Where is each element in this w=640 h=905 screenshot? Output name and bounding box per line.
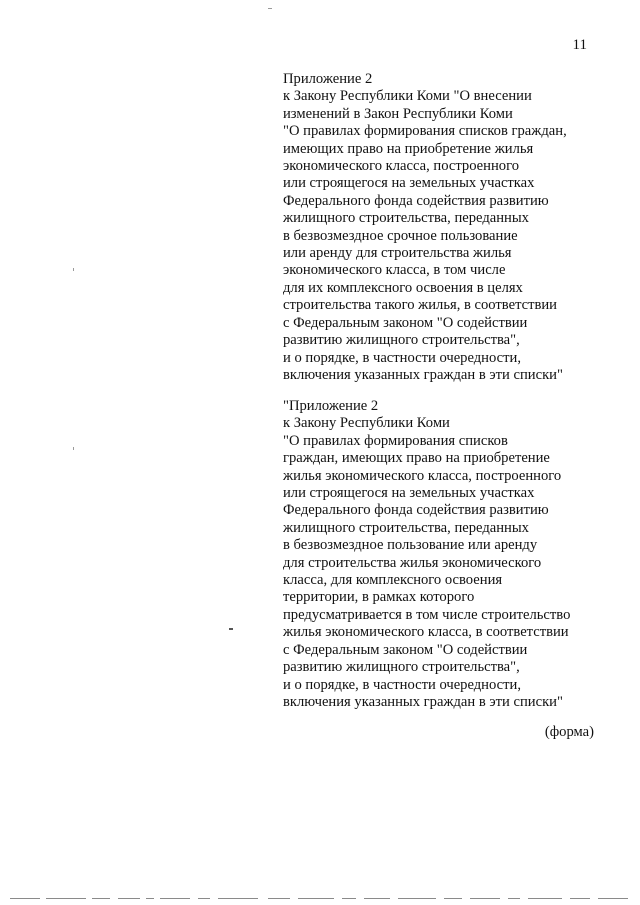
text-line: в безвозмездное срочное пользование — [283, 227, 518, 244]
scan-dash — [528, 898, 562, 899]
text-line: имеющих право на приобретение жилья — [283, 140, 534, 157]
text-line: жилья экономического класса, в соответствии — [283, 624, 569, 641]
text-line: или аренду для строительства жилья — [283, 245, 512, 262]
text-line: включения указанных граждан в эти списки" — [283, 693, 563, 710]
text-line: с Федеральным законом "О содействии — [283, 314, 528, 331]
text-line: включения указанных граждан в эти списки" — [283, 366, 563, 383]
text-line: в безвозмездное пользование или аренду — [283, 537, 538, 554]
text-line: граждан, имеющих право на приобретение — [283, 450, 550, 467]
text-line: класса, для комплексного освоения — [283, 572, 503, 589]
text-line: развитию жилищного строительства", — [283, 659, 520, 676]
scan-speck — [268, 8, 272, 9]
text-line: экономического класса, построенного — [283, 158, 520, 175]
scan-dash — [160, 898, 190, 899]
forma-label: (форма) — [544, 724, 594, 740]
scan-edge-artifact — [0, 898, 640, 901]
scan-speck — [229, 628, 233, 630]
scan-dash — [598, 898, 628, 899]
scan-dash — [444, 898, 462, 899]
scan-dash — [218, 898, 258, 899]
scan-dash — [508, 898, 520, 899]
scan-dash — [570, 898, 590, 899]
text-line: предусматривается в том числе строительство — [283, 606, 571, 623]
scan-dash — [198, 898, 210, 899]
text-line: Федерального фонда содействия развитию — [283, 502, 549, 519]
appendix-header-amendment — [283, 71, 567, 384]
scan-dash — [92, 898, 110, 899]
text-line: жилищного строительства, переданных — [283, 210, 529, 227]
scan-speck — [73, 268, 74, 271]
text-line: изменений в Закон Республики Коми — [283, 105, 513, 122]
scan-dash — [10, 898, 40, 899]
page-number: 11 — [572, 37, 587, 53]
scan-speck — [73, 447, 74, 450]
text-line: Приложение 2 — [283, 71, 373, 87]
text-line: жилья экономического класса, построенного — [283, 467, 562, 484]
text-line: "О правилах формирования списков — [283, 432, 508, 449]
text-line: жилищного строительства, переданных — [283, 519, 529, 536]
text-line: "Приложение 2 — [283, 398, 379, 414]
text-line: строительства такого жилья, в соответствии — [283, 297, 557, 314]
text-line: экономического класса, в том числе — [283, 262, 506, 279]
appendix-header-new-edition — [283, 398, 570, 711]
text-line: территории, в рамках которого — [283, 589, 475, 606]
scan-dash — [146, 898, 154, 899]
scan-dash — [342, 898, 356, 899]
text-line: к Закону Республики Коми "О внесении — [283, 88, 532, 105]
scan-dash — [268, 898, 290, 899]
text-line: или строящегося на земельных участках — [283, 485, 535, 502]
scan-dash — [364, 898, 390, 899]
text-line: к Закону Республики Коми — [283, 415, 450, 432]
text-line: с Федеральным законом "О содействии — [283, 641, 528, 658]
text-line: развитию жилищного строительства", — [283, 332, 520, 349]
scan-dash — [298, 898, 334, 899]
scan-dash — [398, 898, 436, 899]
scan-dash — [46, 898, 86, 899]
text-line: "О правилах формирования списков граждан, — [283, 123, 567, 140]
text-line: и о порядке, в частности очередности, — [283, 349, 521, 366]
text-line: для их комплексного освоения в целях — [283, 279, 523, 296]
text-line: для строительства жилья экономического — [283, 554, 542, 571]
scan-dash — [470, 898, 500, 899]
text-line: и о порядке, в частности очередности, — [283, 676, 521, 693]
text-line: Федерального фонда содействия развитию — [283, 192, 549, 209]
scan-dash — [118, 898, 140, 899]
text-line: или строящегося на земельных участках — [283, 175, 535, 192]
